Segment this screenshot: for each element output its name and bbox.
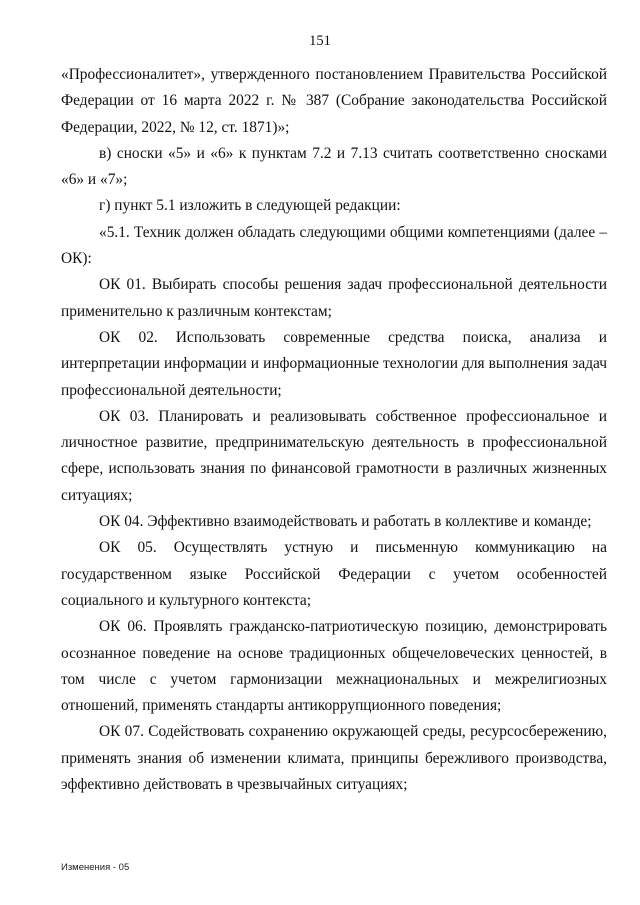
paragraph-continuation: «Профессионалитет», утвержденного постановлением Правительства Российской Федерации от 16 марта 2022 г. № 387 (Собрание законодательства Российской Федерации, 2022, № 12, ст. 1871)»; xyxy=(61,66,607,136)
paragraph-clause-g: г) пункт 5.1 изложить в следующей редакции: xyxy=(99,197,401,215)
page-footer: Изменения - 05 xyxy=(61,862,130,873)
paragraph-ok-07: ОК 07. Содействовать сохранению окружающей среды, ресурсосбережению, применять знания об изменении климата, принципы бережливого производства, эффективно действовать в чрезвычайных ситуациях; xyxy=(61,723,607,794)
paragraph-ok-02: ОК 02. Использовать современные средства поиска, анализа и интерпретации информации и информационные технологии для выполнения задач профессиональной деятельности; xyxy=(61,328,607,399)
paragraph-item-5-1: «5.1. Техник должен обладать следующими общими компетенциями (далее – ОК): xyxy=(61,223,607,268)
paragraph-ok-01: ОК 01. Выбирать способы решения задач профессиональной деятельности применительно к различным контекстам; xyxy=(61,276,607,320)
paragraph-ok-04: ОК 04. Эффективно взаимодействовать и работать в коллективе и команде; xyxy=(99,513,592,531)
paragraph-ok-06: ОК 06. Проявлять гражданско-патриотическую позицию, демонстрировать осознанное поведение на основе традиционных общечеловеческих ценностей, в том числе с учетом гармонизации межнациональных и межрелигиозных отношений, применять стандарты антикоррупционного поведения; xyxy=(61,618,607,715)
document-body xyxy=(61,62,607,798)
paragraph-ok-03: ОК 03. Планировать и реализовывать собственное профессиональное и личностное развитие, предпринимательскую деятельность в профессиональной сфере, использовать знания по финансовой грамотности в различных жизненных ситуациях; xyxy=(61,407,607,504)
paragraph-footnotes: в) сноски «5» и «6» к пунктам 7.2 и 7.13 считать соответственно сносками «6» и «7»; xyxy=(61,144,607,189)
page-number: 151 xyxy=(309,33,331,49)
paragraph-ok-05: ОК 05. Осуществлять устную и письменную коммуникацию на государственном языке Российской Федерации с учетом особенностей социального и культурного контекста; xyxy=(61,539,607,609)
